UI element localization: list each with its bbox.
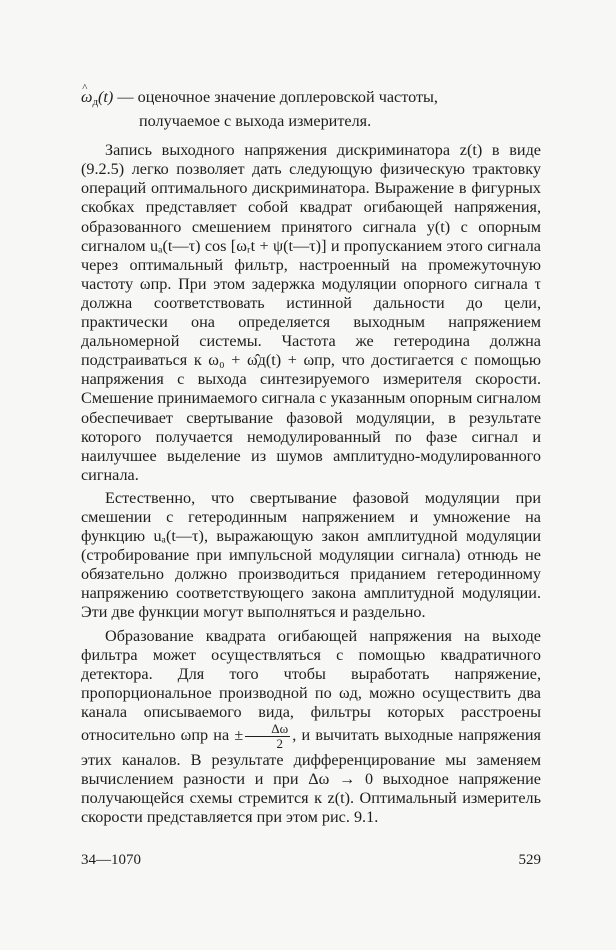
fraction-numerator: Δω [245,722,290,737]
paragraph-3 [81,627,541,828]
printer-signature: 34—1070 [81,852,141,868]
definition-symbol-sub: д [92,96,99,108]
definition-arg: (t) [98,88,114,106]
definition-text-1: — оценочное значение доплеровской частоты, [113,88,438,106]
definition-line-1 [81,88,541,112]
paragraph-3-part-2: , и вычитать выходные напряжения этих каналов. В результате дифференцирование мы заменяем вычислением разности и при Δω → 0 выходное напряжение получающейся схемы стремится к z(t). Оптимальный измеритель скорости представляется при этом рис. 9.1. [81,726,541,827]
definition-line-2: получаемое с выхода измерителя. [139,112,372,131]
paragraph-2: Естественно, что свертывание фазовой модуляции при смешении с гетеродинным напряжением и умножение на функцию uₐ(t—τ), выражающую закон амплитудной модуляции (стробирование при импульсной модуляции сигнала) отнюдь не обязательно должно производиться приданием гетеродинному напряжению соответствующего закона амплитудной модуляции. Эти две функции могут выполняться и раздельно. [81,488,541,622]
paragraph-3-part-1: Образование квадрата огибающей напряжения на выходе фильтра может осуществляться с помощью квадратичного детектора. Для того чтобы выработать напряжение, пропорциональное производной по ωд, можно осуществить два канала описываемого вида, фильтры которых расстроены относительно ωпр на ± [81,626,541,745]
definition-item [81,88,541,131]
delta-omega-fraction [245,722,290,751]
paragraph-1: Запись выходного напряжения дискриминатора z(t) в виде (9.2.5) легко позволяет дать следующую физическую трактовку операций оптимального дискриминатора. Выражение в фигурных скобках представляет собой квадрат огибающей напряжения, образованного смешением принятого сигнала y(t) с опорным сигналом uₐ(t—τ) cos [ωᵣt + ψ(t—τ)] и пропусканием этого сигнала через оптимальный фильтр, настроенный на промежуточную частоту ωпр. При этом задержка модуляции опорного сигнала τ должна соответствовать истинной дальности до цели, практически она определяется выходным напряжением дальномерной системы. Частота же гетеродина должна подстраиваться к ω₀ + ω̂д(t) + ωпр, что достигается с помощью напряжения с выхода синтезируемого измерителя скорости. Смешение принимаемого сигнала с указанным опорным сигналом обеспечивает свертывание фазовой модуляции, в результате которого получается немодулированный по фазе сигнал и наилучшее выделение из шумов амплитудно-модулированного сигнала. [81,141,541,484]
fraction-denominator: 2 [276,736,283,751]
definition-symbol: ^ ω [81,88,92,106]
page-number: 529 [518,852,541,868]
page-footer [81,852,541,869]
text-block [81,88,541,831]
